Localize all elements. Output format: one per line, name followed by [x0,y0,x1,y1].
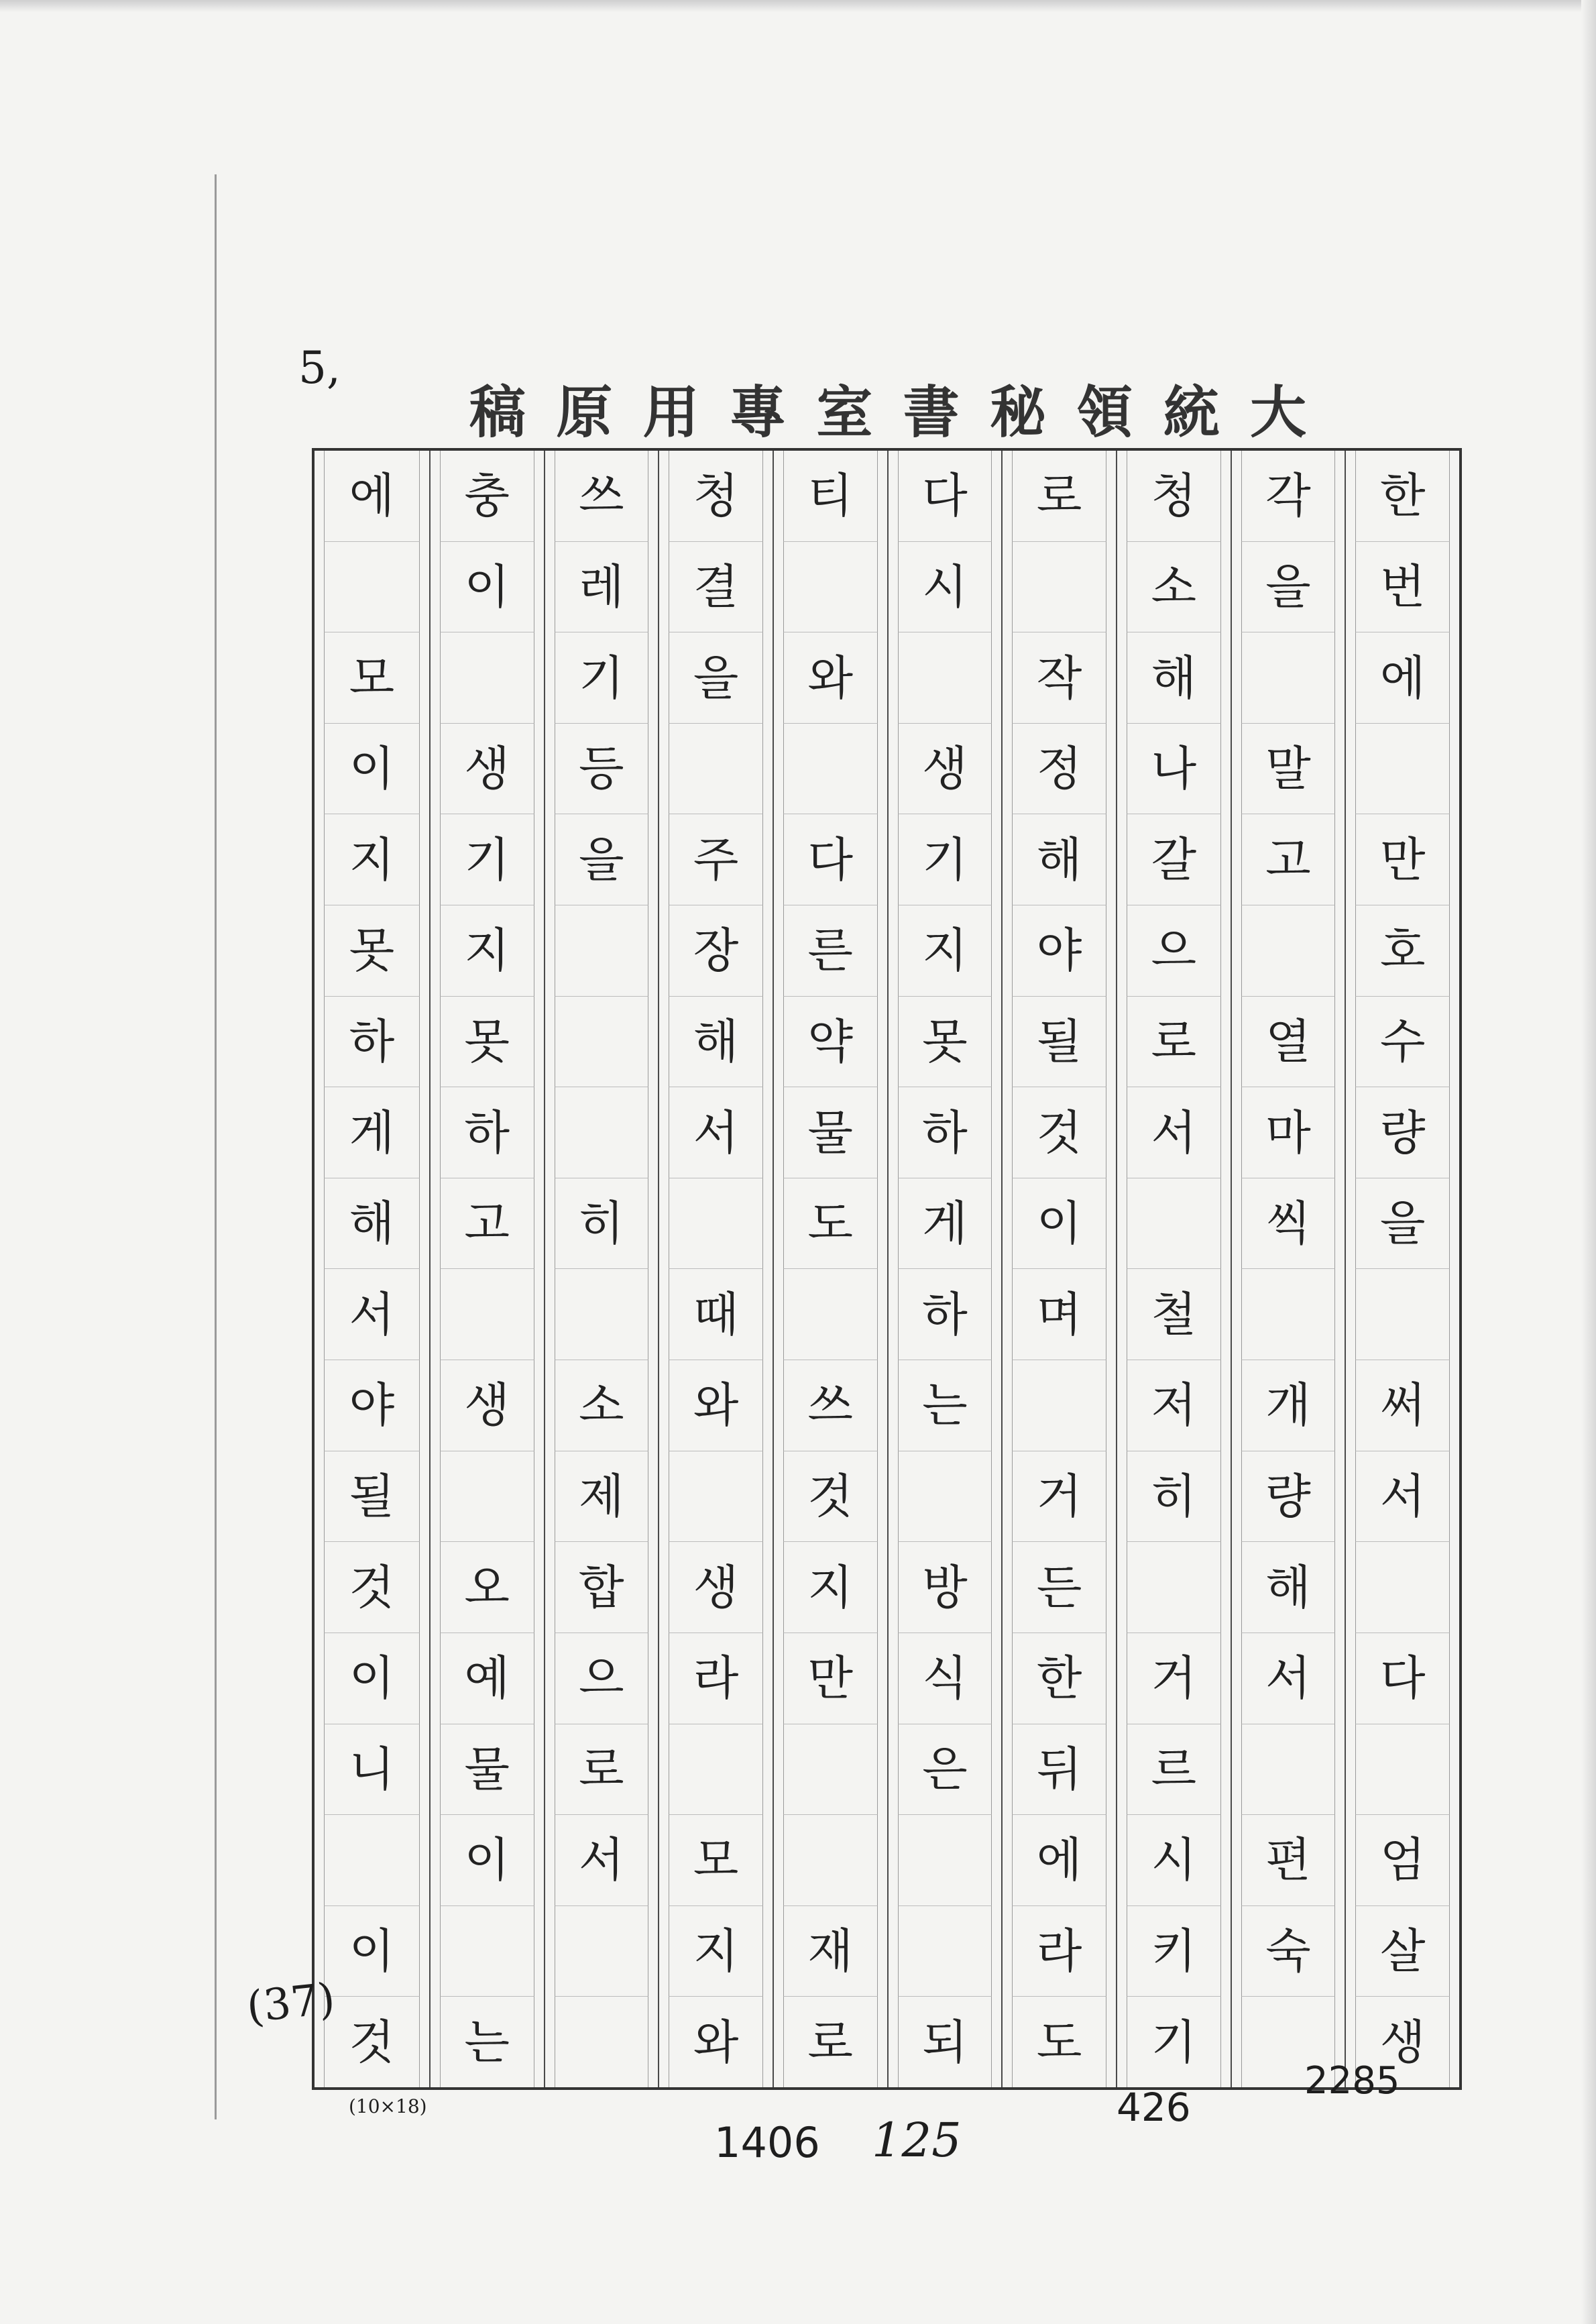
manuscript-cell: 하 [440,1087,534,1178]
manuscript-cell: 소 [555,1360,649,1451]
manuscript-cell [783,1724,878,1816]
header-char: 領 [1076,379,1135,445]
manuscript-cell [440,1451,534,1543]
manuscript-cell [555,1087,649,1178]
manuscript-cell: 되 [898,1997,992,2087]
manuscript-cell [1127,1178,1221,1270]
manuscript-cell: 소 [1127,542,1221,633]
manuscript-cell: 등 [555,724,649,815]
manuscript-cell: 못 [440,997,534,1088]
manuscript-cell: 서 [1241,1633,1336,1724]
stamp-number: 2285 [1304,2059,1400,2103]
manuscript-cell: 는 [898,1360,992,1451]
manuscript-cell: 살 [1355,1906,1450,1997]
manuscript-cell: 해 [324,1178,420,1270]
manuscript-cell: 저 [1127,1360,1221,1451]
manuscript-cell: 에 [1355,632,1450,724]
manuscript-cell: 모 [324,632,420,724]
manuscript-cell: 열 [1241,997,1336,1088]
manuscript-cell [440,632,534,724]
manuscript-column [429,451,544,2087]
manuscript-cell [1127,1542,1221,1633]
header-char: 稿 [469,379,528,445]
manuscript-cell: 뒤 [1012,1724,1106,1816]
manuscript-cell: 이 [324,1906,420,1997]
manuscript-cell [783,542,878,633]
header-char: 專 [729,379,787,445]
manuscript-cell: 때 [669,1269,763,1360]
manuscript-cell: 해 [1241,1542,1336,1633]
manuscript-cell: 합 [555,1542,649,1633]
manuscript-cell: 로 [1012,451,1106,542]
manuscript-cell: 로 [783,1997,878,2087]
manuscript-cell: 나 [1127,724,1221,815]
manuscript-cell: 니 [324,1724,420,1816]
manuscript-cell: 해 [1127,632,1221,724]
manuscript-cell: 개 [1241,1360,1336,1451]
manuscript-cell: 철 [1127,1269,1221,1360]
manuscript-cell: 방 [898,1542,992,1633]
manuscript-cell [669,1451,763,1543]
manuscript-cell: 기 [440,814,534,905]
manuscript-cell: 하 [898,1269,992,1360]
manuscript-header [469,368,1308,445]
manuscript-cell: 기 [1127,1997,1221,2087]
manuscript-cell [669,1178,763,1270]
manuscript-cell: 다 [1355,1633,1450,1724]
manuscript-cell: 쓰 [555,451,649,542]
manuscript-column [1231,451,1345,2087]
manuscript-cell: 것 [783,1451,878,1543]
manuscript-cell: 써 [1355,1360,1450,1451]
manuscript-cell [783,724,878,815]
manuscript-cell: 씩 [1241,1178,1336,1270]
manuscript-column [1345,451,1459,2087]
manuscript-cell [440,1269,534,1360]
manuscript-cell: 모 [669,1815,763,1906]
manuscript-cell: 지 [898,905,992,997]
manuscript-column [544,451,659,2087]
manuscript-cell: 으 [1127,905,1221,997]
manuscript-cell [783,1815,878,1906]
header-char: 秘 [989,379,1047,445]
manuscript-cell: 을 [1241,542,1336,633]
header-char: 用 [642,379,701,445]
scan-top-edge [0,0,1596,12]
header-char: 大 [1249,379,1308,445]
binding-line [215,174,217,2119]
manuscript-cell: 기 [898,814,992,905]
manuscript-cell [555,1269,649,1360]
manuscript-cell: 에 [324,451,420,542]
manuscript-cell: 결 [669,542,763,633]
manuscript-cell: 이 [324,724,420,815]
manuscript-cell [669,724,763,815]
manuscript-cell [1355,1542,1450,1633]
manuscript-cell: 기 [555,632,649,724]
manuscript-cell: 것 [1012,1087,1106,1178]
manuscript-cell: 한 [1012,1633,1106,1724]
manuscript-cell: 이 [324,1633,420,1724]
manuscript-cell: 야 [1012,905,1106,997]
manuscript-cell [555,905,649,997]
manuscript-cell: 을 [669,632,763,724]
manuscript-cell: 지 [783,1542,878,1633]
manuscript-cell: 못 [324,905,420,997]
manuscript-cell [898,1815,992,1906]
manuscript-cell: 물 [783,1087,878,1178]
manuscript-cell: 게 [324,1087,420,1178]
manuscript-cell: 엄 [1355,1815,1450,1906]
manuscript-cell: 거 [1012,1451,1106,1543]
manuscript-cell [898,1451,992,1543]
manuscript-cell [1355,1724,1450,1816]
manuscript-cell: 호 [1355,905,1450,997]
manuscript-column [658,451,773,2087]
manuscript-column [315,451,429,2087]
manuscript-cell: 와 [669,1360,763,1451]
manuscript-cell [324,542,420,633]
manuscript-cell: 는 [440,1997,534,2087]
manuscript-cell: 라 [669,1633,763,1724]
manuscript-cell: 정 [1012,724,1106,815]
manuscript-cell: 하 [324,997,420,1088]
manuscript-cell: 히 [1127,1451,1221,1543]
manuscript-cell [1241,1269,1336,1360]
manuscript-cell: 말 [1241,724,1336,815]
manuscript-cell: 충 [440,451,534,542]
manuscript-cell: 생 [669,1542,763,1633]
manuscript-cell: 갈 [1127,814,1221,905]
manuscript-cell: 고 [1241,814,1336,905]
manuscript-cell: 와 [669,1997,763,2087]
manuscript-cell: 시 [898,542,992,633]
manuscript-cell: 은 [898,1724,992,1816]
manuscript-cell [555,997,649,1088]
manuscript-column [773,451,887,2087]
manuscript-cell: 생 [898,724,992,815]
manuscript-cell: 이 [1012,1178,1106,1270]
manuscript-cell [1241,1724,1336,1816]
manuscript-cell: 수 [1355,997,1450,1088]
manuscript-cell: 서 [1355,1451,1450,1543]
manuscript-cell: 다 [898,451,992,542]
manuscript-cell: 작 [1012,632,1106,724]
header-char: 統 [1163,379,1221,445]
manuscript-cell: 지 [440,905,534,997]
handwritten-number: 125 [872,2113,962,2168]
manuscript-cell [1012,1360,1106,1451]
manuscript-cell: 레 [555,542,649,633]
page-mark: 5, [298,342,341,394]
manuscript-cell: 것 [324,1542,420,1633]
manuscript-cell: 물 [440,1724,534,1816]
manuscript-cell: 각 [1241,451,1336,542]
manuscript-cell: 른 [783,905,878,997]
manuscript-cell: 고 [440,1178,534,1270]
manuscript-cell [1355,724,1450,815]
manuscript-cell: 주 [669,814,763,905]
manuscript-cell: 지 [324,814,420,905]
manuscript-cell: 을 [555,814,649,905]
manuscript-cell: 될 [1012,997,1106,1088]
manuscript-cell: 을 [1355,1178,1450,1270]
manuscript-cell: 량 [1355,1087,1450,1178]
manuscript-cell: 오 [440,1542,534,1633]
manuscript-cell: 하 [898,1087,992,1178]
manuscript-cell [555,1997,649,2087]
header-char: 室 [816,379,874,445]
document-number: 1406 [714,2118,820,2167]
manuscript-cell: 번 [1355,542,1450,633]
manuscript-cell: 될 [324,1451,420,1543]
manuscript-cell: 으 [555,1633,649,1724]
manuscript-cell [898,1906,992,1997]
manuscript-cell: 생 [440,724,534,815]
manuscript-cell: 서 [324,1269,420,1360]
manuscript-cell: 시 [1127,1815,1221,1906]
manuscript-cell: 야 [324,1360,420,1451]
manuscript-cell: 만 [783,1633,878,1724]
manuscript-cell [440,1906,534,1997]
manuscript-cell: 든 [1012,1542,1106,1633]
margin-note: (37) [244,1974,337,2033]
manuscript-cell: 생 [1355,1997,1450,2087]
scan-right-edge [1581,0,1596,2324]
manuscript-cell: 청 [1127,451,1221,542]
manuscript-column [1001,451,1116,2087]
manuscript-cell: 로 [555,1724,649,1816]
manuscript-cell: 편 [1241,1815,1336,1906]
manuscript-grid [312,448,1462,2090]
manuscript-cell: 키 [1127,1906,1221,1997]
manuscript-cell [783,1269,878,1360]
manuscript-cell: 예 [440,1633,534,1724]
manuscript-cell: 로 [1127,997,1221,1088]
manuscript-cell [1012,542,1106,633]
manuscript-cell: 제 [555,1451,649,1543]
manuscript-cell: 해 [669,997,763,1088]
manuscript-cell: 다 [783,814,878,905]
manuscript-cell: 재 [783,1906,878,1997]
manuscript-cell: 해 [1012,814,1106,905]
header-char: 書 [903,379,961,445]
manuscript-cell: 이 [440,1815,534,1906]
manuscript-cell: 서 [555,1815,649,1906]
manuscript-cell: 도 [783,1178,878,1270]
manuscript-cell: 와 [783,632,878,724]
manuscript-cell [898,632,992,724]
manuscript-cell: 만 [1355,814,1450,905]
manuscript-cell [555,1906,649,1997]
manuscript-cell [324,1815,420,1906]
manuscript-cell: 것 [324,1997,420,2087]
sheet-number: 426 [1117,2085,1191,2130]
manuscript-cell: 이 [440,542,534,633]
manuscript-cell [669,1724,763,1816]
manuscript-cell: 티 [783,451,878,542]
manuscript-cell: 게 [898,1178,992,1270]
manuscript-cell: 식 [898,1633,992,1724]
manuscript-cell: 서 [669,1087,763,1178]
manuscript-cell: 도 [1012,1997,1106,2087]
manuscript-cell: 지 [669,1906,763,1997]
manuscript-cell [1241,632,1336,724]
manuscript-column [887,451,1002,2087]
manuscript-cell [1241,905,1336,997]
header-char: 原 [556,379,614,445]
manuscript-cell: 에 [1012,1815,1106,1906]
manuscript-cell: 생 [440,1360,534,1451]
manuscript-cell: 약 [783,997,878,1088]
grid-size-label: (10×18) [349,2095,427,2117]
manuscript-cell: 쓰 [783,1360,878,1451]
manuscript-cell: 숙 [1241,1906,1336,1997]
manuscript-cell: 마 [1241,1087,1336,1178]
manuscript-cell: 청 [669,451,763,542]
manuscript-cell: 히 [555,1178,649,1270]
manuscript-cell: 며 [1012,1269,1106,1360]
manuscript-cell [1355,1269,1450,1360]
manuscript-cell: 서 [1127,1087,1221,1178]
manuscript-cell: 한 [1355,451,1450,542]
manuscript-column [1116,451,1231,2087]
manuscript-cell: 못 [898,997,992,1088]
manuscript-cell: 량 [1241,1451,1336,1543]
manuscript-cell: 라 [1012,1906,1106,1997]
manuscript-cell: 장 [669,905,763,997]
manuscript-cell: 거 [1127,1633,1221,1724]
manuscript-cell: 르 [1127,1724,1221,1816]
